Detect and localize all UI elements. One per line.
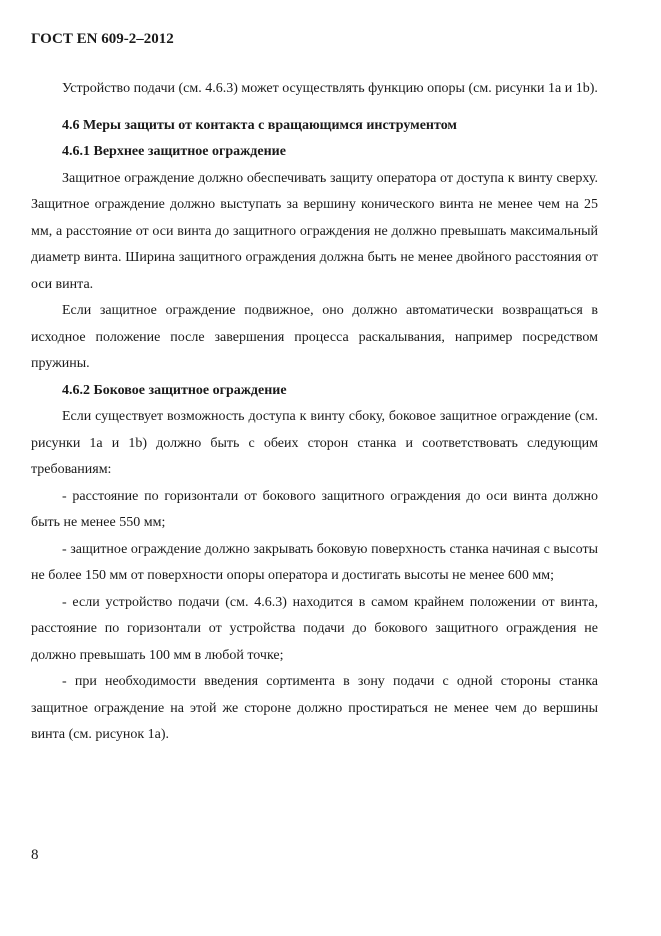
paragraph-4-6-1-b: Если защитное ограждение подвижное, оно должно автоматически возвращаться в исходное положение после завершения процесса раскалывания, например посредством пружины. (31, 303, 598, 371)
paragraph-4-6-2-a: Если существует возможность доступа к винту сбоку, боковое защитное ограждение (см. рисунки 1а и 1b) должно быть с обеих сторон станка и соответствовать следующим требованиям: (31, 409, 598, 477)
subsection-heading-4-6-1: 4.6.1 Верхнее защитное ограждение (62, 144, 286, 159)
list-item-2: - защитное ограждение должно закрывать боковую поверхность станка начиная с высоты не более 150 мм от поверхности опоры оператора и достигать высоты не менее 600 мм; (31, 541, 598, 583)
page-number: 8 (31, 847, 39, 863)
list-item-1: - расстояние по горизонтали от бокового защитного ограждения до оси винта должно быть не менее 550 мм; (31, 488, 598, 530)
paragraph-4-6-1-a: Защитное ограждение должно обеспечивать защиту оператора от доступа к винту сверху. Защитное ограждение должно выступать за вершину конического винта не менее чем на 25 мм, а расстояние от оси винта до защитного ограждения не должно превышать максимальный диаметр винта. Ширина защитного ограждения должна быть не менее двойного расстояния от оси винта. (31, 170, 598, 292)
subsection-heading-4-6-2: 4.6.2 Боковое защитное ограждение (62, 382, 287, 398)
list-item-3: - если устройство подачи (см. 4.6.3) находится в самом крайнем положении от винта, расстояние по горизонтали от устройства подачи до бокового защитного ограждения не должно превышать 100 мм в любой точке; (31, 594, 598, 663)
paragraph-intro: Устройство подачи (см. 4.6.3) может осуществлять функцию опоры (см. рисунки 1а и 1b). (62, 81, 598, 96)
section-heading-4-6: 4.6 Меры защиты от контакта с вращающимся инструментом (62, 117, 457, 133)
list-item-4: - при необходимости введения сортимента в зону подачи с одной стороны станка защитное ограждение на этой же стороне должно простираться не менее чем до вершины винта (см. рисунок 1а). (31, 674, 598, 742)
document-body (31, 76, 598, 749)
document-header: ГОСТ EN 609-2–2012 (31, 31, 174, 47)
